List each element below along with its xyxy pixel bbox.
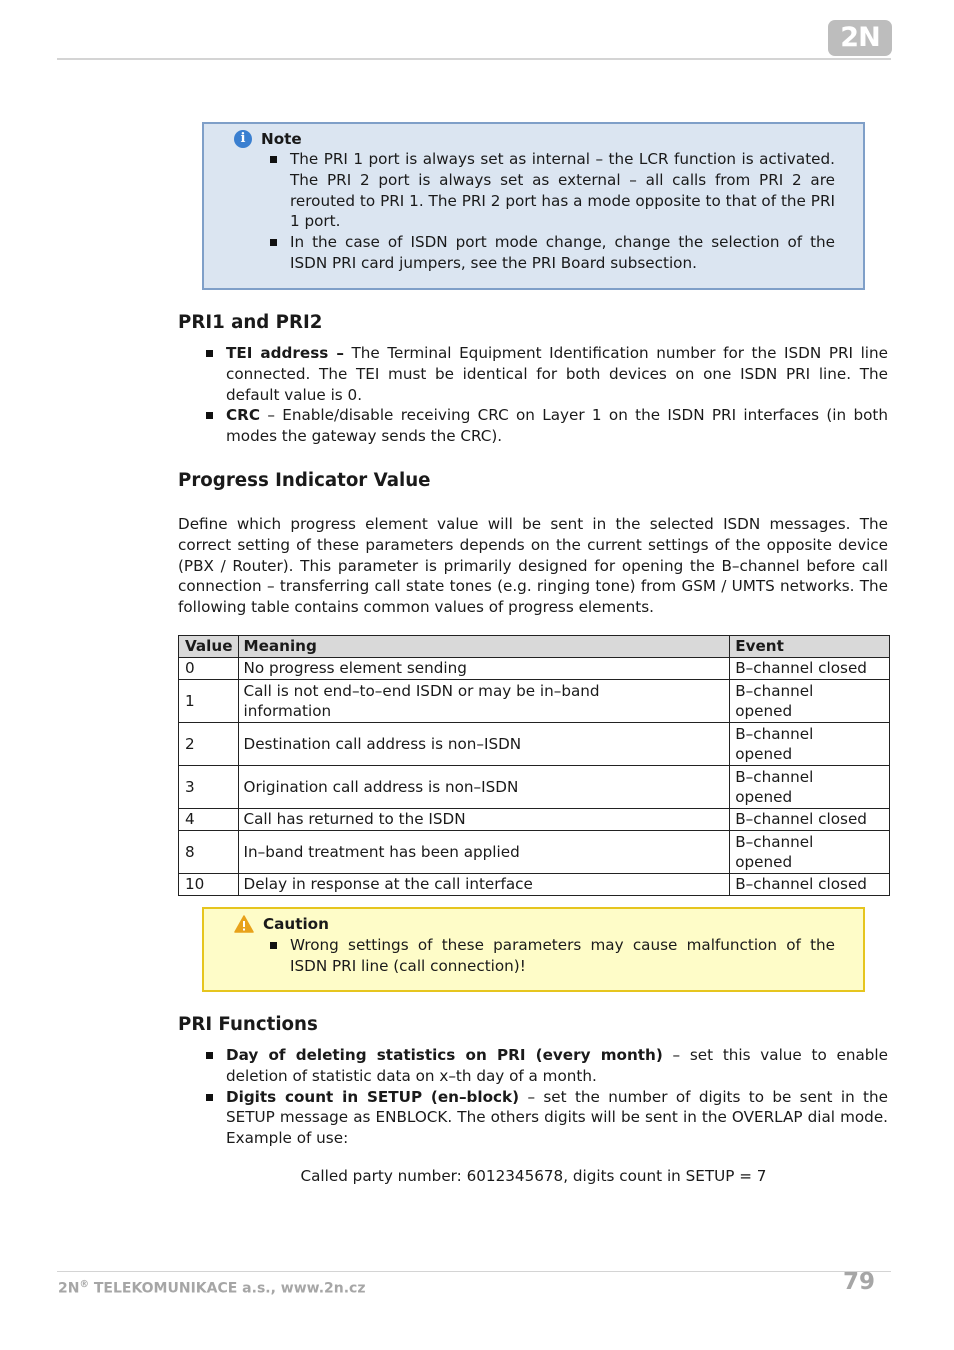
cell-value: 3 <box>179 766 239 809</box>
footer-text <box>58 1279 366 1297</box>
cell-event: B–channel closed <box>730 874 890 896</box>
item-text: – set the number of digits to be sent in the SETUP message as ENBLOCK. The others digits will be sent in the OVERLAP dial mode. Example of use: <box>226 1087 888 1148</box>
cell-meaning: In–band treatment has been applied <box>238 831 730 874</box>
item-term: Digits count in SETUP (en–block) <box>226 1087 520 1106</box>
cell-value: 4 <box>179 809 239 831</box>
item-text: – Enable/disable receiving CRC on Layer 1 on the ISDN PRI interfaces (in both modes the gateway sends the CRC). <box>226 406 888 446</box>
pri-functions-list <box>226 1045 888 1149</box>
table-row <box>179 831 890 874</box>
caution-header <box>234 914 329 934</box>
example-line: Called party number: 6012345678, digits count in SETUP = 7 <box>300 1167 767 1185</box>
cell-meaning: Destination call address is non–ISDN <box>238 723 730 766</box>
cell-meaning: Call is not end–to–end ISDN or may be in–band information <box>238 680 730 723</box>
note-list <box>290 149 835 274</box>
section-heading-pri-functions: PRI Functions <box>178 1014 318 1035</box>
cell-event: B–channel opened <box>730 831 890 874</box>
progress-paragraph: Define which progress element value will be sent in the selected ISDN messages. The correct setting of these parameters depends on the current settings of the opposite device (PBX / Router). This parameter is primarily designed for opening the B–channel before call connection – transferring call state tones (e.g. ringing tone) from GSM / UMTS networks. The following table contains common values of progress elements. <box>178 515 888 617</box>
cell-meaning: Call has returned to the ISDN <box>238 809 730 831</box>
table-row <box>179 658 890 680</box>
progress-table <box>178 635 890 896</box>
table-row <box>179 680 890 723</box>
footer-divider <box>57 1271 891 1272</box>
cell-event: B–channel opened <box>730 766 890 809</box>
note-header <box>234 129 302 149</box>
page-number: 79 <box>842 1269 875 1295</box>
cell-value: 2 <box>179 723 239 766</box>
table-row <box>179 809 890 831</box>
warning-icon <box>234 915 254 933</box>
caution-list <box>290 935 835 977</box>
note-box <box>202 122 865 290</box>
footer-company: TELEKOMUNIKACE a.s., www.2n.cz <box>88 1280 366 1297</box>
note-item: In the case of ISDN port mode change, change the selection of the ISDN PRI card jumpers, see the PRI Board subsection. <box>290 233 835 272</box>
item-text: – set this value to enable deletion of statistic data on x–th day of a month. <box>226 1046 888 1085</box>
item-term: Day of deleting statistics on PRI (every month) <box>226 1046 663 1064</box>
column-header-event: Event <box>730 636 890 658</box>
cell-meaning: Origination call address is non–ISDN <box>238 766 730 809</box>
cell-value: 10 <box>179 874 239 896</box>
column-header-meaning: Meaning <box>238 636 730 658</box>
item-term: TEI address – <box>226 344 344 362</box>
caution-title: Caution <box>263 915 329 933</box>
pri1-pri2-list <box>226 343 888 447</box>
list-item <box>226 1045 888 1087</box>
footer-brand: 2N <box>58 1280 80 1297</box>
column-header-value: Value <box>179 636 239 658</box>
table-row <box>179 766 890 809</box>
company-logo: 2N <box>828 20 892 56</box>
registered-mark: ® <box>79 1279 89 1290</box>
cell-meaning: No progress element sending <box>238 658 730 680</box>
cell-event: B–channel opened <box>730 680 890 723</box>
cell-value: 0 <box>179 658 239 680</box>
caution-box <box>202 907 865 992</box>
cell-value: 1 <box>179 680 239 723</box>
item-text: The Terminal Equipment Identification number for the ISDN PRI line connected. The TEI must be identical for both devices on one ISDN PRI line. The default value is 0. <box>226 344 888 404</box>
item-term: CRC <box>226 406 260 425</box>
list-item <box>226 1087 888 1149</box>
cell-event: B–channel closed <box>730 658 890 680</box>
info-icon: i <box>234 130 252 148</box>
list-item <box>226 343 888 405</box>
table-header-row <box>179 636 890 658</box>
table-row <box>179 874 890 896</box>
cell-event: B–channel opened <box>730 723 890 766</box>
cell-event: B–channel closed <box>730 809 890 831</box>
cell-meaning: Delay in response at the call interface <box>238 874 730 896</box>
cell-value: 8 <box>179 831 239 874</box>
list-item <box>226 405 888 447</box>
caution-item: Wrong settings of these parameters may cause malfunction of the ISDN PRI line (call connection)! <box>290 936 835 975</box>
section-heading-pri1-pri2: PRI1 and PRI2 <box>178 312 323 333</box>
header-divider <box>57 58 891 60</box>
section-heading-progress: Progress Indicator Value <box>178 470 431 491</box>
note-title: Note <box>261 130 302 148</box>
table-row <box>179 723 890 766</box>
note-item: The PRI 1 port is always set as internal – the LCR function is activated. The PRI 2 port is always set as external – all calls from PRI 2 are rerouted to PRI 1. The PRI 2 port has a mode opposite to that of the PRI 1 port. <box>290 150 835 231</box>
